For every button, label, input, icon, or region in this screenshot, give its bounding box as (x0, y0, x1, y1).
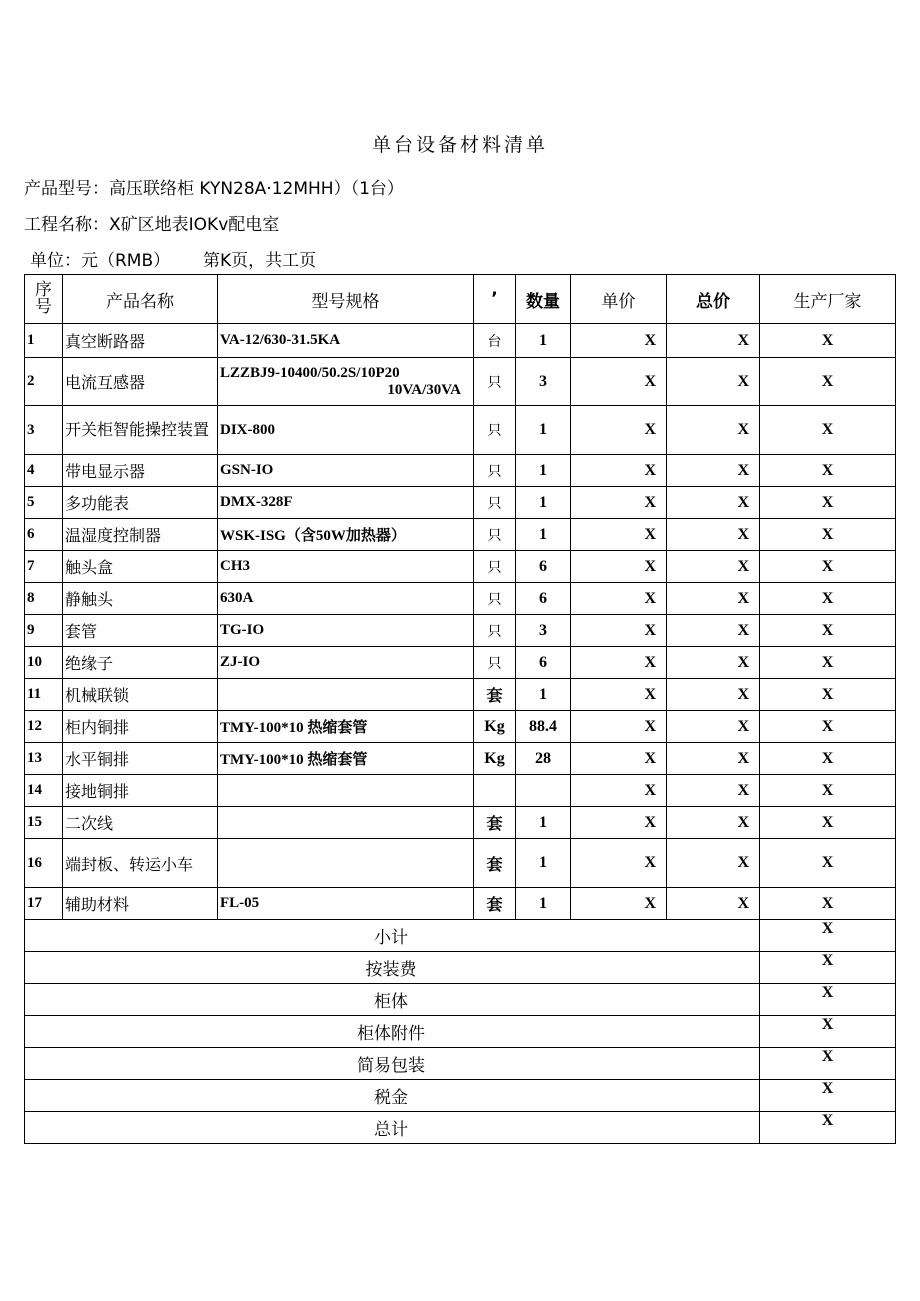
summary-row (25, 952, 896, 984)
row-unit-price: X (571, 647, 667, 679)
row-unit: 只 (474, 406, 516, 455)
row-unit-price: X (571, 679, 667, 711)
row-unit: Kg (474, 743, 516, 775)
row-qty: 1 (516, 807, 571, 839)
row-qty: 3 (516, 358, 571, 406)
table-row (25, 358, 896, 406)
row-qty: 1 (516, 679, 571, 711)
summary-value: X (760, 1080, 896, 1112)
summary-value: X (760, 1016, 896, 1048)
row-unit: 只 (474, 455, 516, 487)
row-unit-price: X (571, 583, 667, 615)
page-title: 单台设备材料清单 (371, 134, 548, 156)
row-total-price: X (667, 406, 760, 455)
row-unit-price: X (571, 358, 667, 406)
col-header-unit: ’ (474, 275, 516, 324)
row-total-price: X (667, 775, 760, 807)
row-unit: 套 (474, 807, 516, 839)
row-manufacturer: X (760, 406, 896, 455)
row-unit-price: X (571, 615, 667, 647)
row-product-name: 二次线 (63, 807, 218, 839)
row-unit-price: X (571, 455, 667, 487)
row-unit-price: X (571, 807, 667, 839)
row-product-name: 触头盒 (63, 551, 218, 583)
row-manufacturer: X (760, 583, 896, 615)
row-spec (218, 583, 474, 615)
row-no: 6 (25, 519, 63, 551)
row-unit-price: X (571, 487, 667, 519)
row-no: 7 (25, 551, 63, 583)
row-total-price: X (667, 487, 760, 519)
table-row (25, 406, 896, 455)
summary-row (25, 920, 896, 952)
row-manufacturer: X (760, 519, 896, 551)
table-row (25, 583, 896, 615)
row-spec (218, 743, 474, 775)
spec-text: GSN-IO (220, 462, 274, 478)
row-spec (218, 551, 474, 583)
row-manufacturer: X (760, 551, 896, 583)
row-product-name: 辅助材料 (63, 888, 218, 920)
row-qty: 1 (516, 406, 571, 455)
row-unit: 套 (474, 888, 516, 920)
row-qty: 6 (516, 583, 571, 615)
row-total-price: X (667, 615, 760, 647)
row-unit: 只 (474, 519, 516, 551)
row-unit-price: X (571, 551, 667, 583)
spec-line-2: 10VA/30VA (387, 381, 461, 398)
row-product-name: 接地铜排 (63, 775, 218, 807)
summary-value: X (760, 984, 896, 1016)
row-manufacturer: X (760, 711, 896, 743)
row-qty: 28 (516, 743, 571, 775)
row-manufacturer: X (760, 839, 896, 888)
row-qty: 3 (516, 615, 571, 647)
row-total-price: X (667, 888, 760, 920)
row-unit-price: X (571, 743, 667, 775)
col-header-name: 产品名称 (63, 275, 218, 324)
row-unit-price: X (571, 839, 667, 888)
col-header-total: 总价 (667, 275, 760, 324)
row-qty: 1 (516, 888, 571, 920)
row-no: 11 (25, 679, 63, 711)
row-spec (218, 455, 474, 487)
summary-label: 柜体附件 (25, 1016, 760, 1048)
summary-label: 柜体 (25, 984, 760, 1016)
product-model-line (24, 174, 404, 199)
summary-row (25, 1016, 896, 1048)
row-total-price: X (667, 519, 760, 551)
row-product-name: 带电显示器 (63, 455, 218, 487)
row-no: 1 (25, 324, 63, 358)
table-row (25, 807, 896, 839)
row-unit: 只 (474, 358, 516, 406)
row-no: 13 (25, 743, 63, 775)
row-unit: 套 (474, 839, 516, 888)
row-total-price: X (667, 679, 760, 711)
row-product-name: 水平铜排 (63, 743, 218, 775)
spec-text: FL-05 (220, 895, 260, 911)
row-spec (218, 324, 474, 358)
row-no: 5 (25, 487, 63, 519)
row-manufacturer: X (760, 743, 896, 775)
row-product-name: 机械联锁 (63, 679, 218, 711)
table-header-row (25, 275, 896, 324)
row-qty: 1 (516, 324, 571, 358)
summary-row (25, 1112, 896, 1144)
summary-value: X (760, 1112, 896, 1144)
spec-text: TG-IO (220, 622, 265, 638)
unit-page-line (30, 246, 316, 271)
row-total-price: X (667, 647, 760, 679)
row-total-price: X (667, 743, 760, 775)
row-no: 9 (25, 615, 63, 647)
row-unit: 只 (474, 551, 516, 583)
project-name-label: 工程名称： (24, 215, 109, 235)
summary-value: X (760, 952, 896, 984)
spec-line-1: LZZBJ9-10400/50.2S/10P20 (220, 364, 400, 381)
table-row (25, 324, 896, 358)
row-no: 3 (25, 406, 63, 455)
summary-row (25, 1048, 896, 1080)
col-header-qty: 数量 (516, 275, 571, 324)
row-qty: 1 (516, 519, 571, 551)
row-no: 14 (25, 775, 63, 807)
row-no: 4 (25, 455, 63, 487)
row-manufacturer: X (760, 647, 896, 679)
currency-unit: 单位：元（RMB） (30, 251, 171, 271)
row-unit (474, 775, 516, 807)
row-product-name: 套管 (63, 615, 218, 647)
product-model-value: 高压联络柜 KYN28A·12MHH）（1台） (109, 179, 404, 199)
row-total-price: X (667, 324, 760, 358)
spec-text: DMX-328F (220, 494, 293, 510)
table-row (25, 679, 896, 711)
row-product-name: 柜内铜排 (63, 711, 218, 743)
col-header-price: 单价 (571, 275, 667, 324)
row-spec (218, 358, 474, 406)
row-total-price: X (667, 839, 760, 888)
row-spec (218, 615, 474, 647)
spec-text: VA-12/630-31.5KA (220, 332, 341, 348)
row-spec (218, 487, 474, 519)
row-spec (218, 679, 474, 711)
row-total-price: X (667, 807, 760, 839)
row-spec (218, 711, 474, 743)
row-qty: 6 (516, 551, 571, 583)
row-no: 10 (25, 647, 63, 679)
row-manufacturer: X (760, 358, 896, 406)
table-row (25, 711, 896, 743)
row-spec (218, 406, 474, 455)
summary-row (25, 984, 896, 1016)
row-unit-price: X (571, 406, 667, 455)
row-product-name: 绝缘子 (63, 647, 218, 679)
spec-text: CH3 (220, 558, 250, 574)
row-total-price: X (667, 711, 760, 743)
summary-row (25, 1080, 896, 1112)
row-manufacturer: X (760, 679, 896, 711)
spec-text: TMY-100*10 热缩套管 (220, 720, 368, 736)
materials-table (24, 274, 896, 1144)
row-total-price: X (667, 358, 760, 406)
row-qty: 88.4 (516, 711, 571, 743)
row-unit: 套 (474, 679, 516, 711)
row-manufacturer: X (760, 888, 896, 920)
col-header-no: 序号 (25, 275, 63, 324)
row-total-price: X (667, 455, 760, 487)
row-spec (218, 807, 474, 839)
table-row (25, 519, 896, 551)
row-spec (218, 888, 474, 920)
table-row (25, 775, 896, 807)
table-row (25, 615, 896, 647)
table-row (25, 839, 896, 888)
row-unit: 台 (474, 324, 516, 358)
row-total-price: X (667, 583, 760, 615)
row-qty (516, 775, 571, 807)
row-unit-price: X (571, 711, 667, 743)
row-qty: 1 (516, 839, 571, 888)
row-manufacturer: X (760, 807, 896, 839)
row-unit-price: X (571, 519, 667, 551)
row-no: 12 (25, 711, 63, 743)
row-qty: 1 (516, 487, 571, 519)
row-spec (218, 647, 474, 679)
row-manufacturer: X (760, 487, 896, 519)
row-unit: Kg (474, 711, 516, 743)
row-product-name: 静触头 (63, 583, 218, 615)
row-unit-price: X (571, 888, 667, 920)
spec-text: ZJ-IO (220, 654, 261, 670)
summary-label: 按装费 (25, 952, 760, 984)
col-header-maker: 生产厂家 (760, 275, 896, 324)
col-header-spec: 型号规格 (218, 275, 474, 324)
row-manufacturer: X (760, 455, 896, 487)
row-product-name: 温湿度控制器 (63, 519, 218, 551)
row-spec (218, 839, 474, 888)
summary-label: 总计 (25, 1112, 760, 1144)
row-spec (218, 519, 474, 551)
summary-label: 小计 (25, 920, 760, 952)
row-no: 2 (25, 358, 63, 406)
row-product-name: 端封板、转运小车 (63, 839, 218, 888)
row-no: 15 (25, 807, 63, 839)
row-product-name: 电流互感器 (63, 358, 218, 406)
row-unit: 只 (474, 583, 516, 615)
product-model-label: 产品型号： (24, 179, 109, 199)
table-row (25, 743, 896, 775)
row-manufacturer: X (760, 324, 896, 358)
row-unit-price: X (571, 324, 667, 358)
row-spec (218, 775, 474, 807)
project-name-value: X矿区地表IOKv配电室 (109, 215, 280, 235)
row-unit: 只 (474, 615, 516, 647)
row-qty: 6 (516, 647, 571, 679)
table-row (25, 487, 896, 519)
summary-value: X (760, 1048, 896, 1080)
spec-text: WSK-ISG（含50W加热器） (220, 528, 406, 544)
row-qty: 1 (516, 455, 571, 487)
row-product-name: 真空断路器 (63, 324, 218, 358)
row-unit: 只 (474, 647, 516, 679)
row-unit: 只 (474, 487, 516, 519)
row-product-name: 多功能表 (63, 487, 218, 519)
summary-label: 简易包装 (25, 1048, 760, 1080)
spec-text: TMY-100*10 热缩套管 (220, 752, 368, 768)
row-manufacturer: X (760, 775, 896, 807)
table-row (25, 647, 896, 679)
spec-text: DIX-800 (220, 421, 275, 438)
page-info: 第K页，共工页 (202, 251, 317, 271)
table-row (25, 888, 896, 920)
spec-text: 630A (220, 590, 254, 606)
row-no: 16 (25, 839, 63, 888)
row-unit-price: X (571, 775, 667, 807)
row-no: 17 (25, 888, 63, 920)
row-product-name: 开关柜智能操控装置 (63, 406, 218, 455)
project-name-line (24, 210, 279, 235)
summary-label: 税金 (25, 1080, 760, 1112)
summary-value: X (760, 920, 896, 952)
row-total-price: X (667, 551, 760, 583)
row-manufacturer: X (760, 615, 896, 647)
table-row (25, 455, 896, 487)
row-no: 8 (25, 583, 63, 615)
table-row (25, 551, 896, 583)
